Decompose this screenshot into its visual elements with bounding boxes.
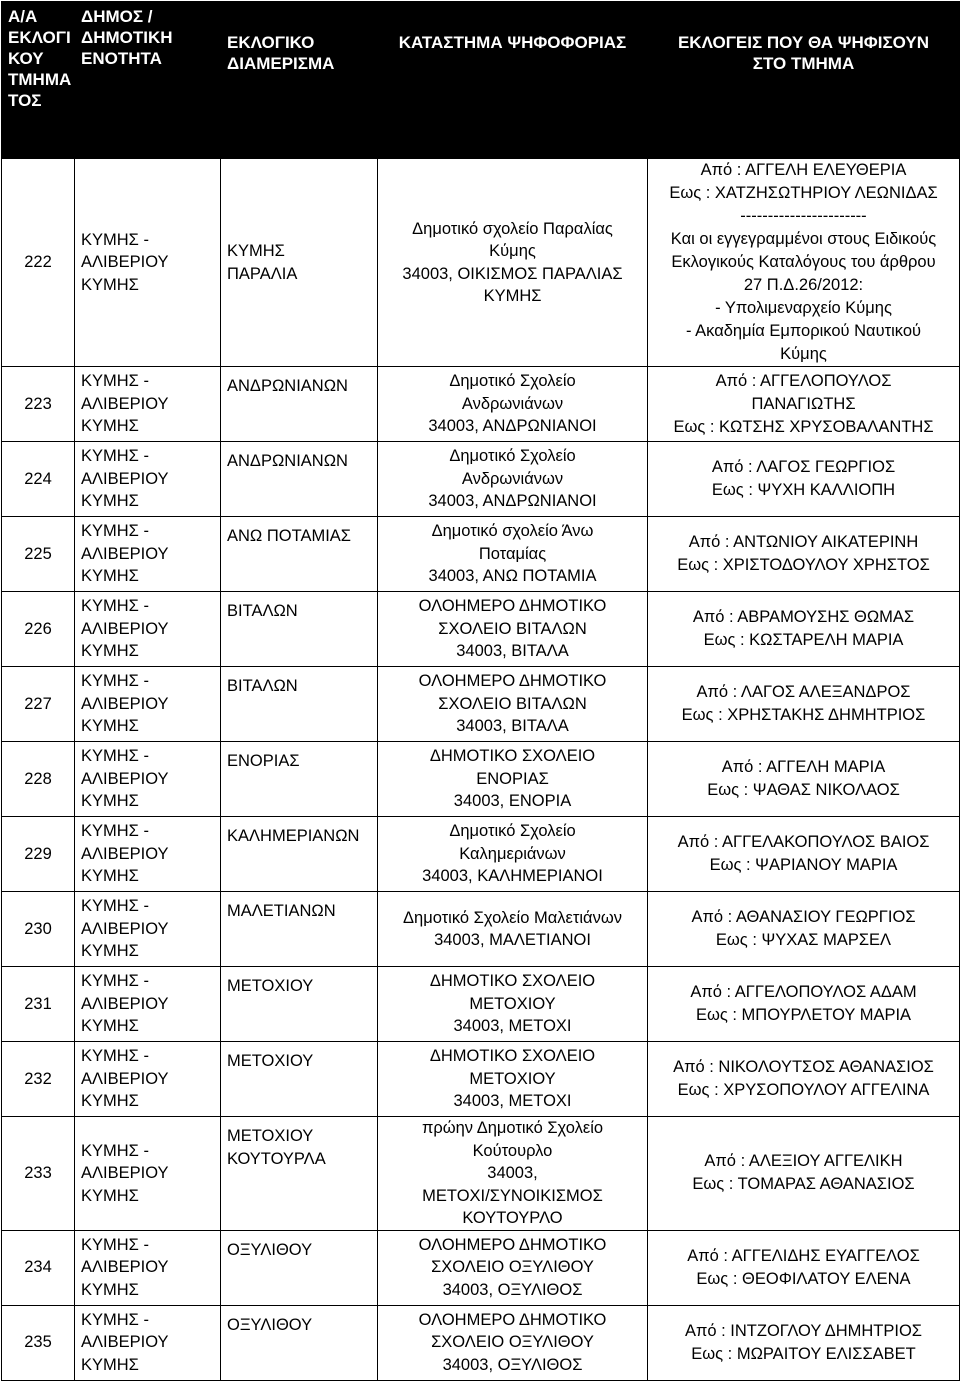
municipality-cell <box>75 1230 221 1305</box>
polling-station-cell-line: Δημοτικό σχολείο Παραλίας <box>412 219 613 238</box>
polling-station-cell-line: Δημοτικό Σχολείο Μαλετιάνων <box>403 908 622 927</box>
polling-station-cell-line: ΜΕΤΟΧΙ/ΣΥΝΟΙΚΙΣΜΟΣ <box>422 1186 603 1205</box>
voters-range-cell-line: Εκλογικούς Καταλόγους του άρθρου <box>671 253 936 271</box>
municipality-cell-line: ΚΥΜΗΣ <box>81 567 139 586</box>
municipality-cell-line: ΚΥΜΗΣ - <box>81 372 149 391</box>
polling-stations-table <box>1 1 960 1381</box>
municipality-cell-line: ΚΥΜΗΣ - <box>81 1235 149 1254</box>
municipality-cell-line: ΑΛΙΒΕΡΙΟΥ <box>81 1164 169 1182</box>
voters-range-cell-line: Από : ΑΝΤΩΝΙΟΥ ΑΙΚΑΤΕΡΙΝΗ <box>688 533 919 551</box>
voters-range-cell-line: 27 Π.Δ.26/2012: <box>743 276 864 294</box>
municipality-cell <box>75 892 221 967</box>
polling-station-cell-line: 34003, ΜΑΛΕΤΙΑΝΟΙ <box>434 931 591 949</box>
section-number: 226 <box>2 592 75 667</box>
district-cell <box>221 1117 378 1231</box>
municipality-cell-line: ΚΥΜΗΣ - <box>81 972 149 991</box>
district-cell <box>221 1042 378 1117</box>
table-row <box>2 367 960 442</box>
district-cell <box>221 817 378 892</box>
polling-station-cell-line: ΚΥΜΗΣ <box>483 287 542 305</box>
voters-range-cell-line: Εως : ΧΡΗΣΤΑΚΗΣ ΔΗΜΗΤΡΙΟΣ <box>681 706 926 724</box>
table-row <box>2 892 960 967</box>
district-cell-line: ΚΑΛΗΜΕΡΙΑΝΩΝ <box>227 827 360 845</box>
municipality-cell-line: ΑΛΙΒΕΡΙΟΥ <box>81 844 169 863</box>
polling-station-cell <box>378 592 648 667</box>
municipality-cell-line: ΚΥΜΗΣ - <box>81 822 149 841</box>
table-row <box>2 1042 960 1117</box>
polling-station-cell-line: 34003, ΜΕΤΟΧΙ <box>453 1017 572 1036</box>
municipality-cell-line: ΚΥΜΗΣ - <box>81 672 149 691</box>
district-cell-line: ΟΞΥΛΙΘΟΥ <box>227 1315 313 1334</box>
voters-range-cell-line: Από : ΑΓΓΕΛΟΠΟΥΛΟΣ <box>715 371 892 390</box>
district-cell-line: ΜΕΤΟΧΙΟΥ <box>227 977 314 995</box>
voters-range-cell-line: Και οι εγγεγραμμένοι στους Ειδικούς <box>670 230 937 248</box>
municipality-cell-line: ΑΛΙΒΕΡΙΟΥ <box>81 769 169 788</box>
voters-range-cell-line: Από : ΑΘΑΝΑΣΙΟΥ ΓΕΩΡΓΙΟΣ <box>691 908 916 926</box>
section-number: 222 <box>2 159 75 367</box>
district-cell-line: ΠΑΡΑΛΙΑ <box>227 264 298 283</box>
section-number: 234 <box>2 1230 75 1305</box>
section-number: 229 <box>2 817 75 892</box>
table-row <box>2 817 960 892</box>
voters-range-cell <box>648 517 960 592</box>
district-cell-line: ΚΥΜΗΣ <box>227 242 285 260</box>
municipality-cell-line: ΚΥΜΗΣ - <box>81 230 149 249</box>
district-cell <box>221 592 378 667</box>
district-cell <box>221 742 378 817</box>
table-row <box>2 1305 960 1380</box>
municipality-cell <box>75 1117 221 1231</box>
section-number: 224 <box>2 442 75 517</box>
district-cell <box>221 667 378 742</box>
voters-range-cell-line: Από : ΑΒΡΑΜΟΥΣΗΣ ΘΩΜΑΣ <box>692 608 915 626</box>
section-number: 231 <box>2 967 75 1042</box>
municipality-cell-line: ΚΥΜΗΣ <box>81 417 139 436</box>
table-row <box>2 1230 960 1305</box>
table-row <box>2 592 960 667</box>
section-number: 225 <box>2 517 75 592</box>
district-cell <box>221 517 378 592</box>
voters-range-cell-line: Εως : ΜΩΡΑΙΤΟΥ ΕΛΙΣΣΑΒΕΤ <box>691 1344 916 1363</box>
municipality-cell <box>75 667 221 742</box>
polling-station-cell <box>378 1305 648 1380</box>
voters-range-cell <box>648 967 960 1042</box>
polling-station-cell-line: 34003, ΕΝΟΡΙΑ <box>453 792 572 811</box>
polling-station-cell <box>378 967 648 1042</box>
voters-range-cell <box>648 442 960 517</box>
district-cell <box>221 892 378 967</box>
municipality-cell-line: ΚΥΜΗΣ <box>81 942 139 961</box>
voters-range-cell <box>648 1117 960 1231</box>
polling-station-cell-line: Καλημεριάνων <box>459 844 566 863</box>
voters-range-cell-line: - Υπολιμεναρχείο Κύμης <box>715 299 892 317</box>
polling-station-cell <box>378 517 648 592</box>
header-dimos: ΔΗΜΟΣ / ΔΗΜΟΤΙΚΗ ΕΝΟΤΗΤΑ <box>75 2 221 159</box>
voters-range-cell-line: Από : ΑΓΓΕΛΟΠΟΥΛΟΣ ΑΔΑΜ <box>690 983 917 1001</box>
voters-range-cell-line: Εως : ΤΟΜΑΡΑΣ ΑΘΑΝΑΣΙΟΣ <box>692 1175 915 1194</box>
voters-range-cell <box>648 742 960 817</box>
voters-range-cell-line: Εως : ΨΥΧΑΣ ΜΑΡΣΕΛ <box>715 931 892 949</box>
municipality-cell-line: ΑΛΙΒΕΡΙΟΥ <box>81 394 169 413</box>
municipality-cell-line: ΚΥΜΗΣ - <box>81 522 149 541</box>
municipality-cell-line: ΚΥΜΗΣ <box>81 1280 139 1299</box>
polling-station-cell-line: Δημοτικό Σχολείο <box>449 822 576 841</box>
voters-range-cell <box>648 667 960 742</box>
polling-station-cell-line: Κύμης <box>489 242 536 260</box>
voters-range-cell-line: Από : ΙΝΤΖΟΓΛΟΥ ΔΗΜΗΤΡΙΟΣ <box>684 1321 923 1340</box>
voters-range-cell <box>648 1230 960 1305</box>
municipality-cell-line: ΚΥΜΗΣ - <box>81 897 149 916</box>
polling-station-cell-line: Κούτουρλο <box>472 1141 553 1160</box>
district-cell <box>221 1305 378 1380</box>
voters-range-cell-line: Από : ΛΑΓΟΣ ΑΛΕΞΑΝΔΡΟΣ <box>696 683 911 701</box>
municipality-cell-line: ΚΥΜΗΣ - <box>81 1141 149 1160</box>
district-cell-line: ΑΝΔΡΩΝΙΑΝΩΝ <box>227 452 348 470</box>
voters-range-cell-line: Εως : ΜΠΟΥΡΛΕΤΟΥ ΜΑΡΙΑ <box>695 1006 912 1024</box>
voters-range-cell <box>648 367 960 442</box>
municipality-cell <box>75 367 221 442</box>
polling-station-cell-line: ΣΧΟΛΕΙΟ ΟΞΥΛΙΘΟΥ <box>431 1258 594 1277</box>
municipality-cell-line: ΚΥΜΗΣ - <box>81 747 149 766</box>
polling-station-cell-line: Ανδρωνιάνων <box>461 469 564 488</box>
voters-range-cell-line: Από : ΑΓΓΕΛΙΔΗΣ ΕΥΑΓΓΕΛΟΣ <box>687 1246 920 1265</box>
polling-station-cell-line: Ανδρωνιάνων <box>461 394 564 413</box>
municipality-cell-line: ΚΥΜΗΣ <box>81 717 139 736</box>
voters-range-cell-line: ----------------------- <box>740 207 867 225</box>
voters-range-cell-line: Από : ΑΛΕΞΙΟΥ ΑΓΓΕΛΙΚΗ <box>704 1152 903 1171</box>
voters-range-cell-line: Από : ΑΓΓΕΛΗ ΕΛΕΥΘΕΡΙΑ <box>700 161 907 179</box>
polling-station-cell <box>378 667 648 742</box>
table-row <box>2 159 960 367</box>
polling-station-cell-line: 34003, ΒΙΤΑΛΑ <box>456 642 569 661</box>
table-row <box>2 442 960 517</box>
voters-range-cell <box>648 817 960 892</box>
municipality-cell <box>75 1042 221 1117</box>
municipality-cell-line: ΚΥΜΗΣ <box>81 492 139 511</box>
section-number: 232 <box>2 1042 75 1117</box>
municipality-cell-line: ΚΥΜΗΣ <box>81 867 139 886</box>
section-number: 235 <box>2 1305 75 1380</box>
voters-range-cell-line: Εως : ΨΑΘΑΣ ΝΙΚΟΛΑΟΣ <box>707 781 900 799</box>
voters-range-cell-line: Κύμης <box>780 345 827 363</box>
municipality-cell-line: ΑΛΙΒΕΡΙΟΥ <box>81 994 169 1013</box>
polling-station-cell-line: ΣΧΟΛΕΙΟ ΒΙΤΑΛΩΝ <box>438 619 587 638</box>
municipality-cell-line: ΚΥΜΗΣ <box>81 1355 139 1374</box>
polling-station-cell-line: ΜΕΤΟΧΙΟΥ <box>469 1069 556 1088</box>
district-cell <box>221 1230 378 1305</box>
municipality-cell-line: ΚΥΜΗΣ <box>81 792 139 811</box>
polling-station-cell-line: 34003, ΚΑΛΗΜΕΡΙΑΝΟΙ <box>422 867 603 886</box>
voters-range-cell-line: Εως : ΧΑΤΖΗΣΩΤΗΡΙΟΥ ΛΕΩΝΙΔΑΣ <box>669 184 938 202</box>
voters-range-cell-line: Εως : ΧΡΥΣΟΠΟΥΛΟΥ ΑΓΓΕΛΙΝΑ <box>677 1081 930 1099</box>
voters-range-cell-line: Εως : ΨΑΡΙΑΝΟΥ ΜΑΡΙΑ <box>709 856 898 874</box>
voters-range-cell-line: Από : ΛΑΓΟΣ ΓΕΩΡΓΙΟΣ <box>711 458 896 476</box>
section-number: 227 <box>2 667 75 742</box>
voters-range-cell-line: Από : ΑΓΓΕΛΑΚΟΠΟΥΛΟΣ ΒΑΙΟΣ <box>677 833 930 851</box>
table-row <box>2 667 960 742</box>
district-cell-line: ΒΙΤΑΛΩΝ <box>227 677 298 695</box>
polling-station-cell <box>378 442 648 517</box>
municipality-cell <box>75 517 221 592</box>
section-number: 233 <box>2 1117 75 1231</box>
polling-station-cell-line: 34003, ΟΙΚΙΣΜΟΣ ΠΑΡΑΛΙΑΣ <box>402 264 623 283</box>
municipality-cell-line: ΑΛΙΒΕΡΙΟΥ <box>81 1069 169 1088</box>
polling-station-cell-line: 34003, ΒΙΤΑΛΑ <box>456 717 569 736</box>
voters-range-cell <box>648 592 960 667</box>
polling-station-cell-line: ΜΕΤΟΧΙΟΥ <box>469 994 556 1013</box>
municipality-cell-line: ΑΛΙΒΕΡΙΟΥ <box>81 619 169 638</box>
municipality-cell-line: ΚΥΜΗΣ <box>81 275 139 294</box>
municipality-cell <box>75 967 221 1042</box>
polling-station-cell-line: Ποταμίας <box>478 544 547 563</box>
polling-station-cell-line: Δημοτικό Σχολείο <box>449 447 576 466</box>
municipality-cell-line: ΚΥΜΗΣ - <box>81 447 149 466</box>
polling-station-cell-line: ΟΛΟΗΜΕΡΟ ΔΗΜΟΤΙΚΟ <box>418 1235 607 1254</box>
polling-station-cell-line: ΔΗΜΟΤΙΚΟ ΣΧΟΛΕΙΟ <box>429 972 596 991</box>
district-cell <box>221 967 378 1042</box>
district-cell-line: ΑΝΩ ΠΟΤΑΜΙΑΣ <box>227 527 351 545</box>
polling-station-cell-line: Δημοτικό σχολείο Άνω <box>431 522 594 541</box>
municipality-cell-line: ΑΛΙΒΕΡΙΟΥ <box>81 919 169 938</box>
municipality-cell <box>75 1305 221 1380</box>
polling-station-cell-line: ΟΛΟΗΜΕΡΟ ΔΗΜΟΤΙΚΟ <box>418 1310 607 1329</box>
section-number: 228 <box>2 742 75 817</box>
polling-station-cell-line: ΣΧΟΛΕΙΟ ΟΞΥΛΙΘΟΥ <box>431 1333 594 1352</box>
district-cell-line: ΟΞΥΛΙΘΟΥ <box>227 1240 313 1259</box>
header-row <box>2 2 960 159</box>
voters-range-cell-line: Από : ΑΓΓΕΛΗ ΜΑΡΙΑ <box>721 758 886 776</box>
voters-range-cell-line: Εως : ΧΡΙΣΤΟΔΟΥΛΟΥ ΧΡΗΣΤΟΣ <box>677 556 930 574</box>
table-row <box>2 742 960 817</box>
header-aa: Α/Α ΕΚΛΟΓΙ ΚΟΥ ΤΜΗΜΑ ΤΟΣ <box>2 2 75 159</box>
polling-station-cell-line: ΕΝΟΡΙΑΣ <box>476 769 549 788</box>
header-ekloges: ΕΚΛΟΓΕΙΣ ΠΟΥ ΘΑ ΨΗΦΙΣΟΥΝ ΣΤΟ ΤΜΗΜΑ <box>648 2 960 159</box>
municipality-cell-line: ΑΛΙΒΕΡΙΟΥ <box>81 469 169 488</box>
municipality-cell-line: ΚΥΜΗΣ <box>81 1092 139 1111</box>
municipality-cell-line: ΚΥΜΗΣ - <box>81 1310 149 1329</box>
district-cell-line: ΚΟΥΤΟΥΡΛΑ <box>227 1149 326 1168</box>
polling-station-cell-line: ΣΧΟΛΕΙΟ ΒΙΤΑΛΩΝ <box>438 694 587 713</box>
voters-range-cell-line: Εως : ΚΩΣΤΑΡΕΛΗ ΜΑΡΙΑ <box>703 631 904 649</box>
municipality-cell-line: ΚΥΜΗΣ <box>81 642 139 661</box>
voters-range-cell-line: - Ακαδημία Εμπορικού Ναυτικού <box>685 322 922 340</box>
municipality-cell-line: ΚΥΜΗΣ - <box>81 597 149 616</box>
municipality-cell-line: ΚΥΜΗΣ <box>81 1017 139 1036</box>
district-cell-line: ΜΑΛΕΤΙΑΝΩΝ <box>227 902 336 920</box>
header-diamerisma: ΕΚΛΟΓΙΚΟ ΔΙΑΜΕΡΙΣΜΑ <box>221 2 378 159</box>
district-cell <box>221 159 378 367</box>
polling-station-cell-line: 34003, ΟΞΥΛΙΘΟΣ <box>442 1280 583 1299</box>
polling-station-cell-line: 34003, ΜΕΤΟΧΙ <box>453 1092 572 1111</box>
polling-station-cell-line: ΟΛΟΗΜΕΡΟ ΔΗΜΟΤΙΚΟ <box>418 672 607 691</box>
municipality-cell-line: ΑΛΙΒΕΡΙΟΥ <box>81 253 169 272</box>
district-cell-line: ΜΕΤΟΧΙΟΥ <box>227 1127 314 1145</box>
voters-range-cell-line: Εως : ΚΩΤΣΗΣ ΧΡΥΣΟΒΑΛΑΝΤΗΣ <box>673 417 934 436</box>
polling-station-cell <box>378 367 648 442</box>
district-cell-line: ΒΙΤΑΛΩΝ <box>227 602 298 620</box>
voters-range-cell <box>648 159 960 367</box>
polling-station-cell-line: 34003, ΑΝΩ ΠΟΤΑΜΙΑ <box>428 567 597 586</box>
section-number: 230 <box>2 892 75 967</box>
municipality-cell-line: ΑΛΙΒΕΡΙΟΥ <box>81 1258 169 1277</box>
polling-station-cell-line: πρώην Δημοτικό Σχολείο <box>421 1119 604 1137</box>
voters-range-cell <box>648 1042 960 1117</box>
polling-station-cell-line: 34003, ΟΞΥΛΙΘΟΣ <box>442 1355 583 1374</box>
voters-range-cell-line: Από : ΝΙΚΟΛΟΥΤΣΟΣ ΑΘΑΝΑΣΙΟΣ <box>673 1058 934 1076</box>
table-row <box>2 967 960 1042</box>
polling-station-cell <box>378 1117 648 1231</box>
district-cell <box>221 442 378 517</box>
municipality-cell <box>75 817 221 892</box>
municipality-cell <box>75 592 221 667</box>
polling-station-cell <box>378 742 648 817</box>
polling-station-cell <box>378 1230 648 1305</box>
district-cell-line: ΕΝΟΡΙΑΣ <box>227 752 300 770</box>
district-cell <box>221 367 378 442</box>
header-katastima: ΚΑΤΑΣΤΗΜΑ ΨΗΦΟΦΟΡΙΑΣ <box>378 2 648 159</box>
polling-station-cell <box>378 817 648 892</box>
section-number: 223 <box>2 367 75 442</box>
polling-station-cell-line: 34003, <box>487 1164 538 1182</box>
voters-range-cell-line: Εως : ΘΕΟΦΙΛΑΤΟΥ ΕΛΕΝΑ <box>696 1269 911 1288</box>
polling-station-cell-line: Δημοτικό Σχολείο <box>449 372 576 391</box>
district-cell-line: ΜΕΤΟΧΙΟΥ <box>227 1052 314 1070</box>
voters-range-cell-line: ΠΑΝΑΓΙΩΤΗΣ <box>751 394 856 413</box>
municipality-cell <box>75 442 221 517</box>
municipality-cell-line: ΑΛΙΒΕΡΙΟΥ <box>81 694 169 713</box>
polling-station-cell <box>378 1042 648 1117</box>
table-row <box>2 1117 960 1231</box>
municipality-cell-line: ΑΛΙΒΕΡΙΟΥ <box>81 1333 169 1352</box>
voters-range-cell <box>648 1305 960 1380</box>
municipality-cell <box>75 742 221 817</box>
polling-station-cell-line: 34003, ΑΝΔΡΩΝΙΑΝΟΙ <box>428 417 597 436</box>
voters-range-cell <box>648 892 960 967</box>
polling-station-cell-line: ΟΛΟΗΜΕΡΟ ΔΗΜΟΤΙΚΟ <box>418 597 607 616</box>
polling-station-cell <box>378 159 648 367</box>
polling-station-cell-line: ΔΗΜΟΤΙΚΟ ΣΧΟΛΕΙΟ <box>429 747 596 766</box>
municipality-cell <box>75 159 221 367</box>
district-cell-line: ΑΝΔΡΩΝΙΑΝΩΝ <box>227 377 348 395</box>
polling-station-cell-line: ΔΗΜΟΤΙΚΟ ΣΧΟΛΕΙΟ <box>429 1047 596 1066</box>
polling-station-cell-line: 34003, ΑΝΔΡΩΝΙΑΝΟΙ <box>428 492 597 511</box>
municipality-cell-line: ΑΛΙΒΕΡΙΟΥ <box>81 544 169 563</box>
polling-station-cell <box>378 892 648 967</box>
table-row <box>2 517 960 592</box>
voters-range-cell-line: Εως : ΨΥΧΗ ΚΑΛΛΙΟΠΗ <box>711 481 896 499</box>
municipality-cell-line: ΚΥΜΗΣ <box>81 1186 139 1205</box>
polling-station-cell-line: ΚΟΥΤΟΥΡΛΟ <box>462 1209 563 1227</box>
municipality-cell-line: ΚΥΜΗΣ - <box>81 1047 149 1066</box>
